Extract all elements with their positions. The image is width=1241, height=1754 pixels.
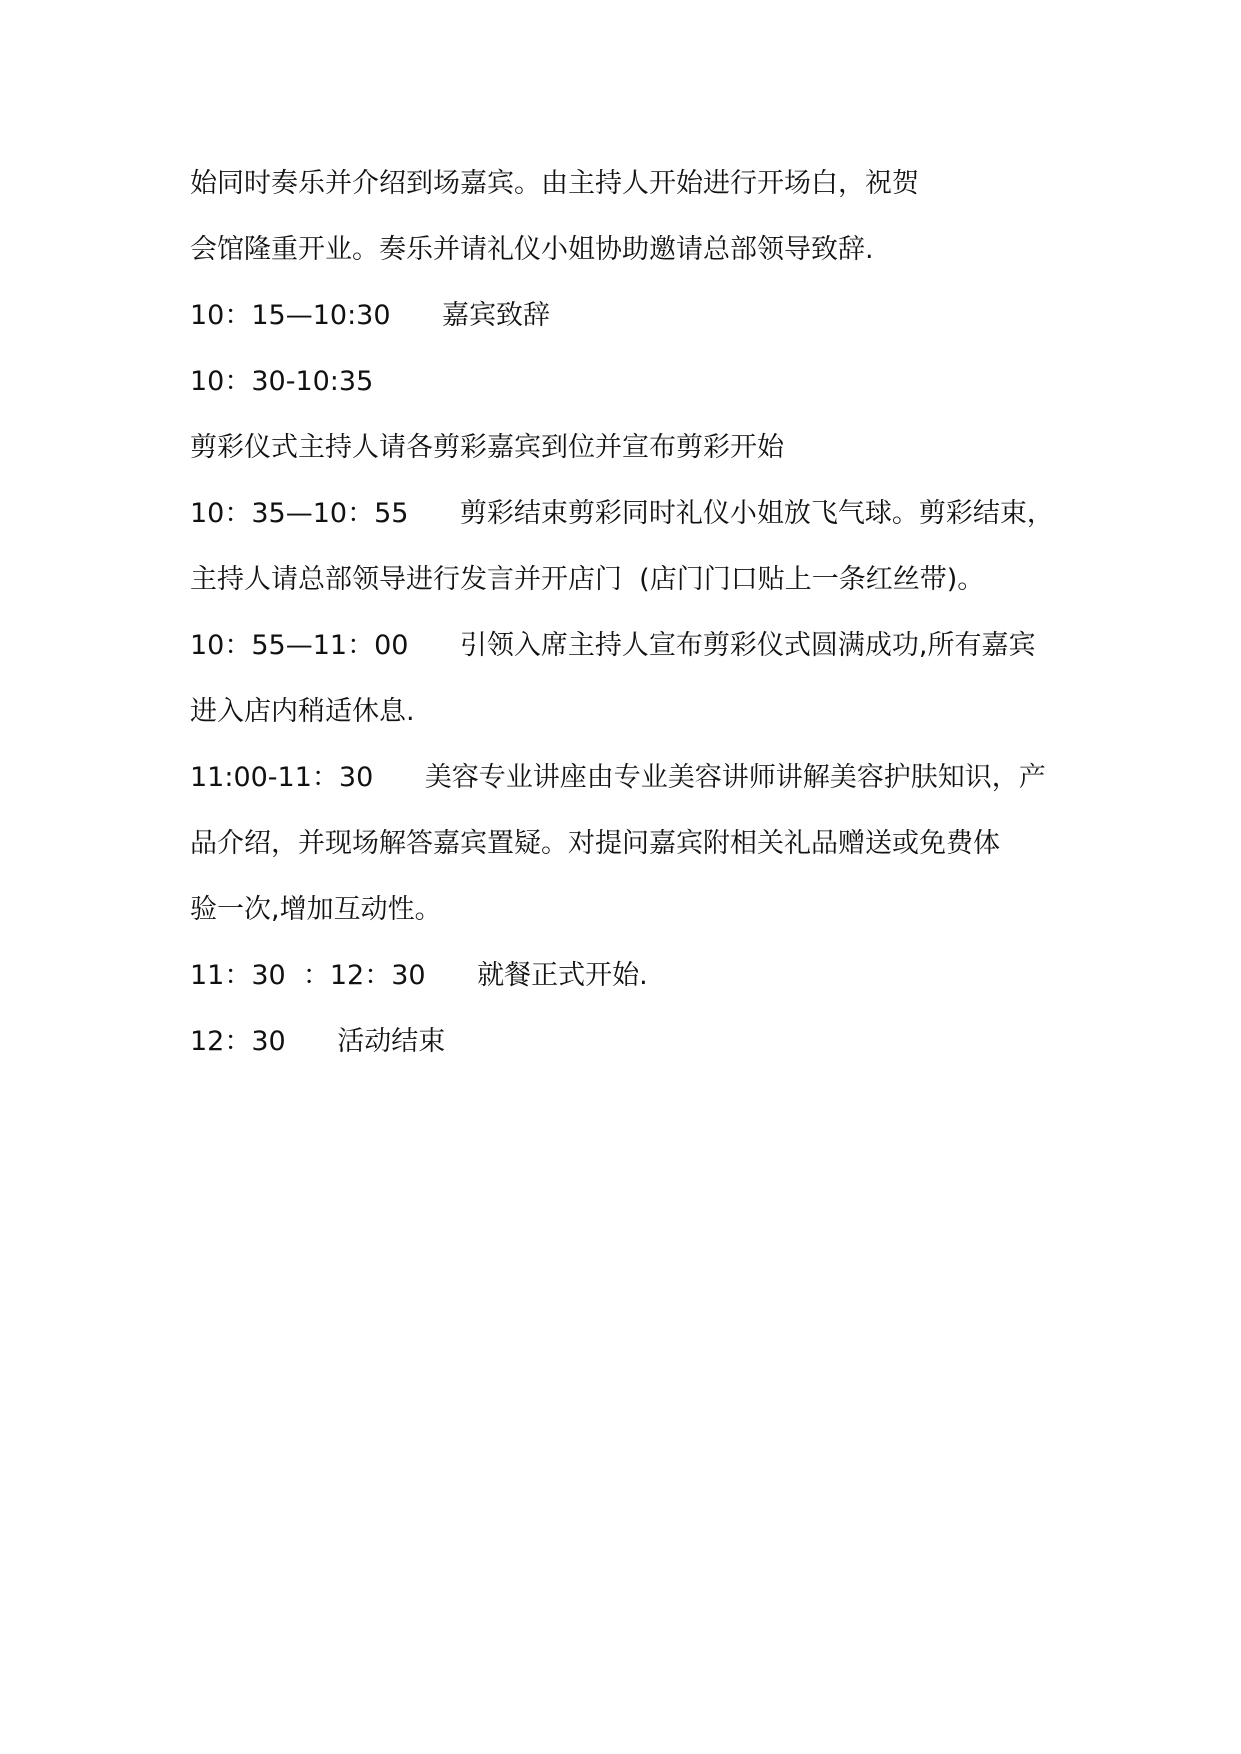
schedule-line: 10：55—11：00 引领入席主持人宣布剪彩仪式圆满成功,所有嘉宾: [190, 630, 1036, 661]
text-line: 验一次,增加互动性。: [190, 894, 442, 925]
schedule-line: 10：35—10：55 剪彩结束剪彩同时礼仪小姐放飞气球。剪彩结束，: [190, 498, 1054, 529]
text-line: 进入店内稍适休息.: [190, 696, 415, 727]
text-line: 剪彩仪式主持人请各剪彩嘉宾到位并宣布剪彩开始: [190, 432, 784, 463]
text-line: 始同时奏乐并介绍到场嘉宾。由主持人开始进行开场白，祝贺: [190, 168, 919, 199]
text-line: 会馆隆重开业。奏乐并请礼仪小姐协助邀请总部领导致辞.: [190, 234, 874, 265]
schedule-line: 11：30 ：12：30 就餐正式开始.: [190, 960, 648, 991]
schedule-line: 10：15—10:30 嘉宾致辞: [190, 300, 551, 331]
text-line: 主持人请总部领导进行发言并开店门 (店门门口贴上一条红丝带)。: [190, 564, 985, 595]
schedule-line: 10：30-10:35: [190, 366, 374, 397]
text-line: 品介绍，并现场解答嘉宾置疑。对提问嘉宾附相关礼品赠送或免费体: [190, 828, 1000, 859]
schedule-line: 12：30 活动结束: [190, 1026, 446, 1057]
schedule-line: 11:00-11：30 美容专业讲座由专业美容讲师讲解美容护肤知识，产: [190, 762, 1046, 793]
